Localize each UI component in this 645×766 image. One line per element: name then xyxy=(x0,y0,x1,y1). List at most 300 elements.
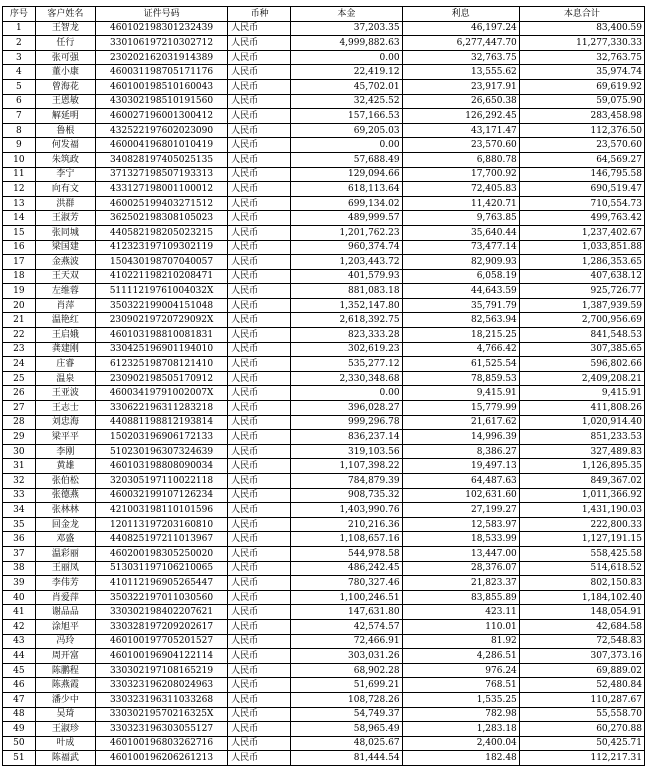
cell-currency: 人民币 xyxy=(228,722,291,737)
cell-currency: 人民币 xyxy=(228,152,291,167)
cell-id-number: 340828197405025135 xyxy=(95,152,227,167)
table-row xyxy=(3,211,645,226)
header-id-number: 证件号码 xyxy=(95,7,227,22)
cell-id-number: 46003419791002007X xyxy=(95,386,227,401)
cell-id-number: 432522197602023090 xyxy=(95,123,227,138)
cell-name: 李刚 xyxy=(35,444,95,459)
cell-name: 张可强 xyxy=(35,50,95,65)
cell-total: 1,184,102.40 xyxy=(519,590,644,605)
table-row xyxy=(3,182,645,197)
table-row xyxy=(3,503,645,518)
header-seq: 序号 xyxy=(3,7,36,22)
header-principal: 本金 xyxy=(291,7,402,22)
cell-currency: 人民币 xyxy=(228,65,291,80)
cell-total: 2,409,208.21 xyxy=(519,371,644,386)
cell-seq: 21 xyxy=(3,313,36,328)
cell-name: 任行 xyxy=(35,36,95,51)
cell-total: 222,800.33 xyxy=(519,517,644,532)
table-row xyxy=(3,663,645,678)
table-row xyxy=(3,269,645,284)
cell-total: 802,150.83 xyxy=(519,576,644,591)
table-row xyxy=(3,401,645,416)
cell-principal: 22,419.12 xyxy=(291,65,402,80)
data-sheet xyxy=(2,6,645,766)
cell-currency: 人民币 xyxy=(228,328,291,343)
cell-seq: 16 xyxy=(3,240,36,255)
cell-seq: 13 xyxy=(3,196,36,211)
cell-principal: 535,277.12 xyxy=(291,357,402,372)
cell-interest: 9,763.85 xyxy=(402,211,519,226)
cell-name: 王智龙 xyxy=(35,21,95,36)
cell-seq: 5 xyxy=(3,79,36,94)
table-row xyxy=(3,240,645,255)
cell-total: 411,808.26 xyxy=(519,401,644,416)
cell-currency: 人民币 xyxy=(228,109,291,124)
table-row xyxy=(3,196,645,211)
cell-principal: 210,216.36 xyxy=(291,517,402,532)
cell-currency: 人民币 xyxy=(228,619,291,634)
cell-currency: 人民币 xyxy=(228,459,291,474)
cell-principal: 147,631.80 xyxy=(291,605,402,620)
cell-interest: 8,386.27 xyxy=(402,444,519,459)
cell-total: 307,385.65 xyxy=(519,342,644,357)
cell-total: 69,619.92 xyxy=(519,79,644,94)
cell-interest: 19,497.13 xyxy=(402,459,519,474)
cell-currency: 人民币 xyxy=(228,561,291,576)
cell-name: 王丽凤 xyxy=(35,561,95,576)
cell-name: 涂旭平 xyxy=(35,619,95,634)
cell-id-number: 23090219720729092X xyxy=(95,313,227,328)
cell-interest: 21,823.37 xyxy=(402,576,519,591)
cell-total: 9,415.91 xyxy=(519,386,644,401)
cell-name: 张德燕 xyxy=(35,488,95,503)
cell-total: 851,233.53 xyxy=(519,430,644,445)
cell-total: 283,458.98 xyxy=(519,109,644,124)
cell-id-number: 440582198205023215 xyxy=(95,225,227,240)
cell-principal: 0.00 xyxy=(291,138,402,153)
cell-id-number: 33030219570216325X xyxy=(95,707,227,722)
cell-interest: 182.48 xyxy=(402,751,519,766)
cell-principal: 1,201,762.23 xyxy=(291,225,402,240)
cell-total: 110,287.67 xyxy=(519,692,644,707)
header-row xyxy=(3,7,645,22)
cell-name: 李伟芳 xyxy=(35,576,95,591)
table-row xyxy=(3,225,645,240)
cell-id-number: 460032199107126234 xyxy=(95,488,227,503)
cell-name: 鲁根 xyxy=(35,123,95,138)
cell-total: 59,075.90 xyxy=(519,94,644,109)
cell-seq: 26 xyxy=(3,386,36,401)
table-row xyxy=(3,619,645,634)
cell-seq: 8 xyxy=(3,123,36,138)
cell-name: 解延明 xyxy=(35,109,95,124)
cell-interest: 13,555.62 xyxy=(402,65,519,80)
cell-seq: 19 xyxy=(3,284,36,299)
table-row xyxy=(3,152,645,167)
cell-interest: 17,700.92 xyxy=(402,167,519,182)
cell-id-number: 330323196303055127 xyxy=(95,722,227,737)
cell-principal: 780,327.46 xyxy=(291,576,402,591)
table-row xyxy=(3,50,645,65)
cell-name: 吴琦 xyxy=(35,707,95,722)
cell-seq: 51 xyxy=(3,751,36,766)
cell-total: 69,889.02 xyxy=(519,663,644,678)
cell-principal: 2,618,392.75 xyxy=(291,313,402,328)
cell-seq: 18 xyxy=(3,269,36,284)
cell-interest: 4,766.42 xyxy=(402,342,519,357)
cell-id-number: 330622196311283218 xyxy=(95,401,227,416)
table-row xyxy=(3,284,645,299)
cell-currency: 人民币 xyxy=(228,386,291,401)
table-row xyxy=(3,488,645,503)
cell-id-number: 330106197210302712 xyxy=(95,36,227,51)
cell-total: 112,376.50 xyxy=(519,123,644,138)
cell-principal: 1,108,657.16 xyxy=(291,532,402,547)
cell-total: 55,558.70 xyxy=(519,707,644,722)
cell-name: 温泉 xyxy=(35,371,95,386)
cell-principal: 0.00 xyxy=(291,50,402,65)
cell-interest: 18,215.25 xyxy=(402,328,519,343)
cell-interest: 9,415.91 xyxy=(402,386,519,401)
cell-name: 周开富 xyxy=(35,649,95,664)
table-row xyxy=(3,79,645,94)
cell-currency: 人民币 xyxy=(228,634,291,649)
table-body xyxy=(3,21,645,765)
cell-id-number: 412323197109302119 xyxy=(95,240,227,255)
cell-currency: 人民币 xyxy=(228,167,291,182)
cell-name: 朱筑政 xyxy=(35,152,95,167)
cell-seq: 11 xyxy=(3,167,36,182)
cell-seq: 46 xyxy=(3,678,36,693)
cell-currency: 人民币 xyxy=(228,36,291,51)
cell-interest: 35,640.44 xyxy=(402,225,519,240)
cell-id-number: 460102198301232439 xyxy=(95,21,227,36)
cell-seq: 14 xyxy=(3,211,36,226)
table-row xyxy=(3,459,645,474)
cell-currency: 人民币 xyxy=(228,430,291,445)
cell-interest: 126,292.45 xyxy=(402,109,519,124)
cell-total: 407,638.12 xyxy=(519,269,644,284)
table-row xyxy=(3,590,645,605)
cell-id-number: 460100198510160043 xyxy=(95,79,227,94)
cell-name: 温彩丽 xyxy=(35,546,95,561)
cell-interest: 83,855.89 xyxy=(402,590,519,605)
cell-currency: 人民币 xyxy=(228,298,291,313)
table-row xyxy=(3,634,645,649)
cell-currency: 人民币 xyxy=(228,692,291,707)
header-currency: 币种 xyxy=(228,7,291,22)
cell-name: 王恩敏 xyxy=(35,94,95,109)
cell-total: 558,425.58 xyxy=(519,546,644,561)
cell-seq: 50 xyxy=(3,736,36,751)
cell-principal: 960,374.74 xyxy=(291,240,402,255)
header-interest: 利息 xyxy=(402,7,519,22)
cell-id-number: 433127198001100012 xyxy=(95,182,227,197)
cell-currency: 人民币 xyxy=(228,415,291,430)
cell-seq: 6 xyxy=(3,94,36,109)
cell-total: 32,763.75 xyxy=(519,50,644,65)
cell-currency: 人民币 xyxy=(228,240,291,255)
cell-seq: 3 xyxy=(3,50,36,65)
cell-interest: 32,763.75 xyxy=(402,50,519,65)
cell-currency: 人民币 xyxy=(228,182,291,197)
cell-seq: 12 xyxy=(3,182,36,197)
cell-name: 梁平平 xyxy=(35,430,95,445)
table-row xyxy=(3,576,645,591)
table-row xyxy=(3,94,645,109)
cell-name: 肖萍 xyxy=(35,298,95,313)
cell-principal: 999,296.78 xyxy=(291,415,402,430)
cell-total: 2,700,956.69 xyxy=(519,313,644,328)
cell-total: 1,020,914.40 xyxy=(519,415,644,430)
cell-interest: 72,405.83 xyxy=(402,182,519,197)
table-row xyxy=(3,561,645,576)
cell-seq: 28 xyxy=(3,415,36,430)
cell-currency: 人民币 xyxy=(228,678,291,693)
cell-id-number: 460103198808090034 xyxy=(95,459,227,474)
cell-currency: 人民币 xyxy=(228,474,291,489)
cell-principal: 108,728.26 xyxy=(291,692,402,707)
cell-id-number: 330323196208024963 xyxy=(95,678,227,693)
cell-currency: 人民币 xyxy=(228,225,291,240)
cell-principal: 0.00 xyxy=(291,386,402,401)
cell-seq: 36 xyxy=(3,532,36,547)
table-row xyxy=(3,474,645,489)
cell-principal: 1,203,443.72 xyxy=(291,255,402,270)
cell-currency: 人民币 xyxy=(228,21,291,36)
cell-seq: 9 xyxy=(3,138,36,153)
cell-principal: 1,352,147.80 xyxy=(291,298,402,313)
cell-seq: 31 xyxy=(3,459,36,474)
cell-total: 1,033,851.88 xyxy=(519,240,644,255)
cell-total: 146,795.58 xyxy=(519,167,644,182)
cell-id-number: 612325198708121410 xyxy=(95,357,227,372)
cell-name: 李宁 xyxy=(35,167,95,182)
cell-id-number: 371327198507193313 xyxy=(95,167,227,182)
cell-total: 50,425.71 xyxy=(519,736,644,751)
cell-interest: 46,197.24 xyxy=(402,21,519,36)
cell-id-number: 330302197108165219 xyxy=(95,663,227,678)
cell-total: 1,127,191.15 xyxy=(519,532,644,547)
cell-currency: 人民币 xyxy=(228,649,291,664)
cell-total: 327,489.83 xyxy=(519,444,644,459)
cell-id-number: 350322197011030560 xyxy=(95,590,227,605)
cell-interest: 6,058.19 xyxy=(402,269,519,284)
cell-interest: 13,447.00 xyxy=(402,546,519,561)
table-row xyxy=(3,415,645,430)
cell-name: 王淑珍 xyxy=(35,722,95,737)
cell-seq: 25 xyxy=(3,371,36,386)
cell-total: 11,277,330.33 xyxy=(519,36,644,51)
cell-currency: 人民币 xyxy=(228,138,291,153)
cell-total: 1,126,895.35 xyxy=(519,459,644,474)
cell-name: 谢品品 xyxy=(35,605,95,620)
cell-currency: 人民币 xyxy=(228,269,291,284)
cell-name: 邓盛 xyxy=(35,532,95,547)
cell-total: 307,373.16 xyxy=(519,649,644,664)
cell-id-number: 460027196001300412 xyxy=(95,109,227,124)
cell-seq: 44 xyxy=(3,649,36,664)
cell-interest: 82,563.94 xyxy=(402,313,519,328)
cell-name: 王志士 xyxy=(35,401,95,416)
cell-id-number: 460025199403271512 xyxy=(95,196,227,211)
cell-id-number: 513031197106210065 xyxy=(95,561,227,576)
cell-total: 23,570.60 xyxy=(519,138,644,153)
cell-currency: 人民币 xyxy=(228,284,291,299)
cell-name: 黄雄 xyxy=(35,459,95,474)
cell-total: 1,431,190.03 xyxy=(519,503,644,518)
cell-total: 1,387,939.59 xyxy=(519,298,644,313)
cell-currency: 人民币 xyxy=(228,342,291,357)
table-row xyxy=(3,444,645,459)
cell-name: 回金龙 xyxy=(35,517,95,532)
cell-id-number: 150430198707040057 xyxy=(95,255,227,270)
cell-seq: 48 xyxy=(3,707,36,722)
cell-id-number: 510230196307324639 xyxy=(95,444,227,459)
cell-seq: 35 xyxy=(3,517,36,532)
cell-interest: 73,477.14 xyxy=(402,240,519,255)
cell-interest: 6,880.78 xyxy=(402,152,519,167)
cell-interest: 82,909.93 xyxy=(402,255,519,270)
cell-id-number: 330425196901194010 xyxy=(95,342,227,357)
cell-principal: 48,025.67 xyxy=(291,736,402,751)
cell-total: 925,726.77 xyxy=(519,284,644,299)
table-row xyxy=(3,707,645,722)
cell-principal: 1,100,246.51 xyxy=(291,590,402,605)
cell-interest: 4,286.51 xyxy=(402,649,519,664)
cell-name: 向有文 xyxy=(35,182,95,197)
cell-currency: 人民币 xyxy=(228,94,291,109)
cell-currency: 人民币 xyxy=(228,707,291,722)
cell-id-number: 460031198705171176 xyxy=(95,65,227,80)
cell-interest: 14,996.39 xyxy=(402,430,519,445)
cell-seq: 29 xyxy=(3,430,36,445)
cell-total: 148,054.91 xyxy=(519,605,644,620)
cell-seq: 42 xyxy=(3,619,36,634)
cell-principal: 32,425.52 xyxy=(291,94,402,109)
cell-seq: 20 xyxy=(3,298,36,313)
cell-interest: 782.98 xyxy=(402,707,519,722)
cell-total: 60,270.88 xyxy=(519,722,644,737)
cell-interest: 12,583.97 xyxy=(402,517,519,532)
cell-id-number: 230202162031914389 xyxy=(95,50,227,65)
cell-seq: 41 xyxy=(3,605,36,620)
cell-total: 710,554.73 xyxy=(519,196,644,211)
cell-seq: 17 xyxy=(3,255,36,270)
cell-principal: 157,166.53 xyxy=(291,109,402,124)
cell-interest: 23,570.60 xyxy=(402,138,519,153)
cell-name: 潘少中 xyxy=(35,692,95,707)
cell-seq: 4 xyxy=(3,65,36,80)
cell-seq: 24 xyxy=(3,357,36,372)
cell-currency: 人民币 xyxy=(228,517,291,532)
cell-currency: 人民币 xyxy=(228,546,291,561)
cell-name: 王淑芳 xyxy=(35,211,95,226)
cell-principal: 618,113.64 xyxy=(291,182,402,197)
cell-principal: 1,107,398.22 xyxy=(291,459,402,474)
cell-principal: 54,749.37 xyxy=(291,707,402,722)
table-row xyxy=(3,736,645,751)
cell-total: 499,763.42 xyxy=(519,211,644,226)
cell-seq: 33 xyxy=(3,488,36,503)
cell-principal: 319,103.56 xyxy=(291,444,402,459)
cell-name: 冯玲 xyxy=(35,634,95,649)
cell-name: 叶成 xyxy=(35,736,95,751)
cell-principal: 72,466.91 xyxy=(291,634,402,649)
cell-currency: 人民币 xyxy=(228,663,291,678)
cell-name: 张林林 xyxy=(35,503,95,518)
cell-currency: 人民币 xyxy=(228,50,291,65)
cell-total: 42,684.58 xyxy=(519,619,644,634)
cell-id-number: 330323196311033268 xyxy=(95,692,227,707)
cell-currency: 人民币 xyxy=(228,736,291,751)
cell-total: 35,974.74 xyxy=(519,65,644,80)
cell-seq: 2 xyxy=(3,36,36,51)
cell-name: 张同城 xyxy=(35,225,95,240)
cell-id-number: 120113197203160810 xyxy=(95,517,227,532)
cell-principal: 1,403,990.76 xyxy=(291,503,402,518)
cell-principal: 45,702.01 xyxy=(291,79,402,94)
cell-name: 龚建刚 xyxy=(35,342,95,357)
cell-interest: 44,643.59 xyxy=(402,284,519,299)
cell-seq: 10 xyxy=(3,152,36,167)
cell-seq: 37 xyxy=(3,546,36,561)
table-row xyxy=(3,36,645,51)
table-row xyxy=(3,605,645,620)
cell-principal: 303,031.26 xyxy=(291,649,402,664)
cell-name: 左维蓉 xyxy=(35,284,95,299)
cell-principal: 486,242.45 xyxy=(291,561,402,576)
cell-total: 52,480.84 xyxy=(519,678,644,693)
cell-interest: 1,535.25 xyxy=(402,692,519,707)
cell-interest: 27,199.27 xyxy=(402,503,519,518)
cell-currency: 人民币 xyxy=(228,123,291,138)
table-row xyxy=(3,692,645,707)
cell-seq: 22 xyxy=(3,328,36,343)
cell-interest: 64,487.63 xyxy=(402,474,519,489)
cell-principal: 881,083.18 xyxy=(291,284,402,299)
cell-total: 849,367.02 xyxy=(519,474,644,489)
table-row xyxy=(3,65,645,80)
cell-name: 王天双 xyxy=(35,269,95,284)
table-row xyxy=(3,357,645,372)
cell-total: 514,618.52 xyxy=(519,561,644,576)
cell-name: 张伯松 xyxy=(35,474,95,489)
cell-total: 1,237,402.67 xyxy=(519,225,644,240)
table-row xyxy=(3,342,645,357)
cell-principal: 51,699.21 xyxy=(291,678,402,693)
cell-principal: 908,735.32 xyxy=(291,488,402,503)
cell-total: 83,400.59 xyxy=(519,21,644,36)
cell-principal: 544,978.58 xyxy=(291,546,402,561)
table-row xyxy=(3,751,645,766)
cell-currency: 人民币 xyxy=(228,488,291,503)
cell-interest: 11,420.71 xyxy=(402,196,519,211)
table-row xyxy=(3,430,645,445)
cell-total: 596,802.66 xyxy=(519,357,644,372)
cell-principal: 784,879.39 xyxy=(291,474,402,489)
table-row xyxy=(3,109,645,124)
cell-principal: 37,203.35 xyxy=(291,21,402,36)
cell-name: 陈燕霞 xyxy=(35,678,95,693)
cell-id-number: 460103198810081831 xyxy=(95,328,227,343)
cell-interest: 6,277,447.70 xyxy=(402,36,519,51)
cell-id-number: 460100196904122114 xyxy=(95,649,227,664)
cell-currency: 人民币 xyxy=(228,576,291,591)
cell-interest: 78,859.53 xyxy=(402,371,519,386)
cell-principal: 57,688.49 xyxy=(291,152,402,167)
cell-seq: 40 xyxy=(3,590,36,605)
